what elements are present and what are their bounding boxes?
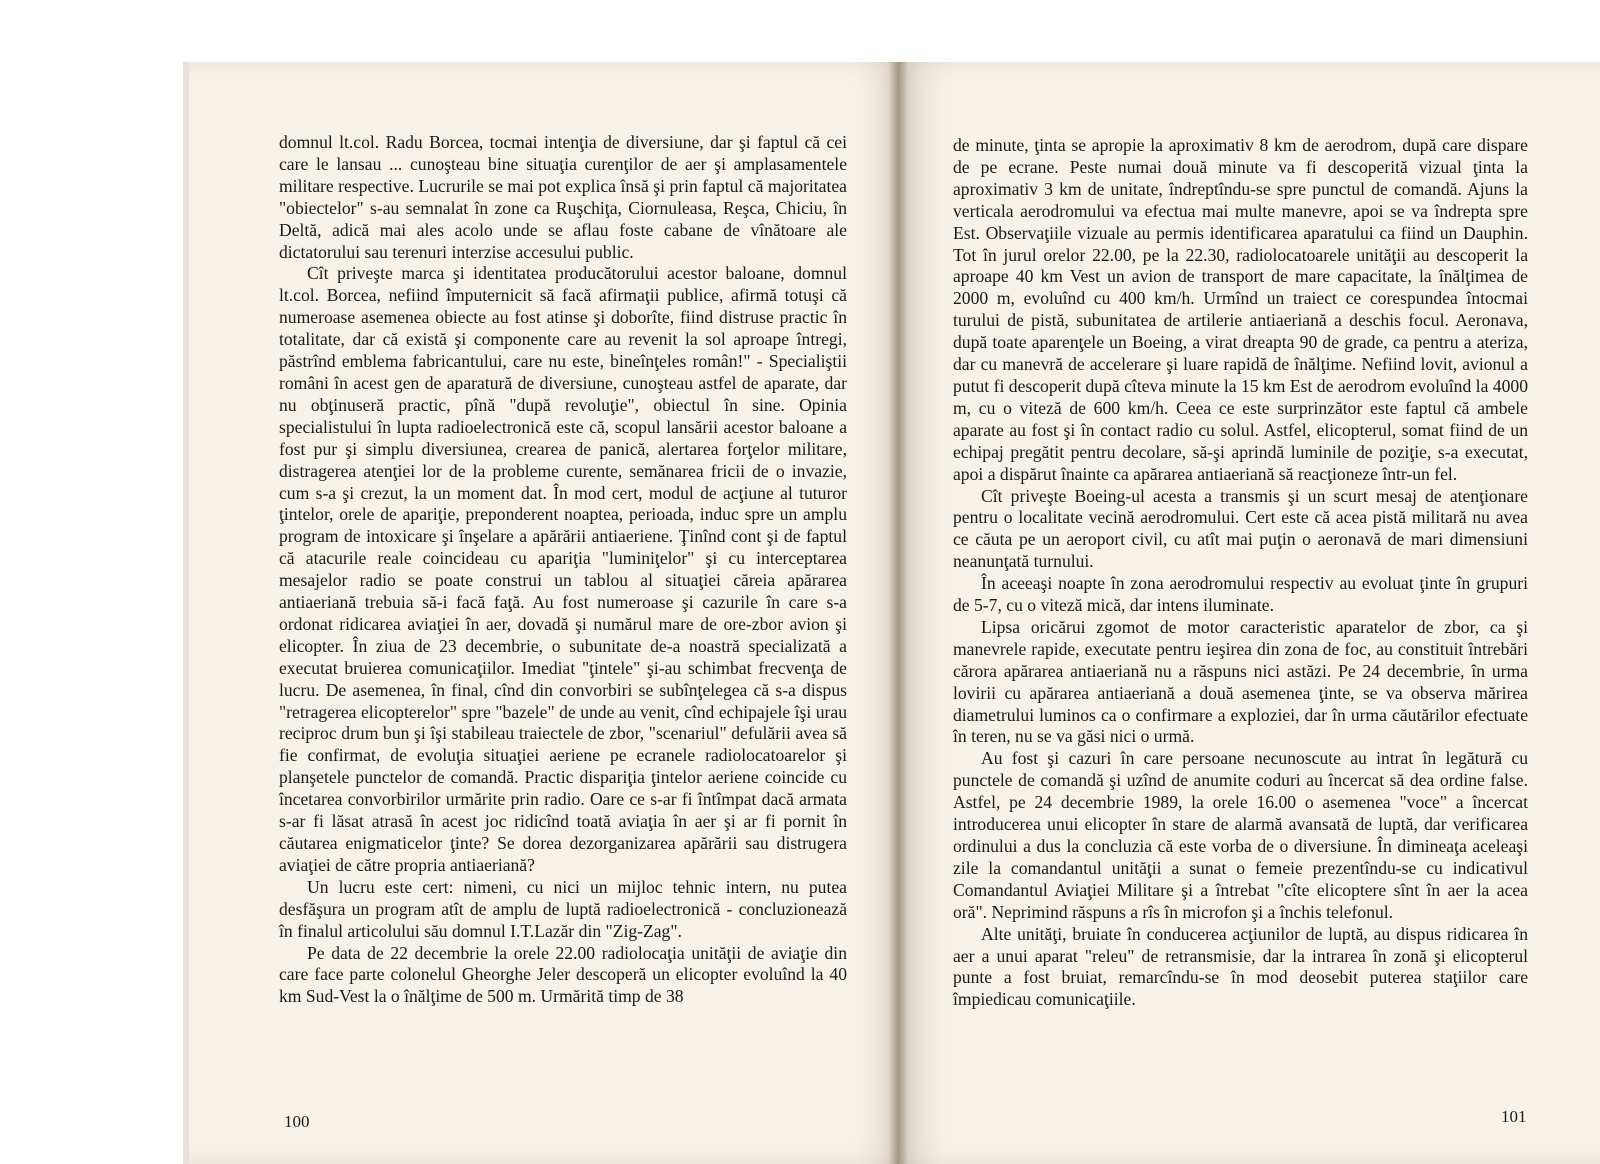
right-page-text xyxy=(953,135,1528,1011)
left-page-text xyxy=(279,132,847,1008)
paragraph: Un lucru este cert: nimeni, cu nici un mijloc tehnic intern, nu putea desfăşura un program atît de amplu de luptă radioelectronică - concluzionează în finalul articolului său domnul I.T.Lazăr din "Zig-Zag". xyxy=(279,876,847,941)
left-page xyxy=(183,62,904,1164)
book-gutter xyxy=(888,62,908,1164)
paragraph: de minute, ţinta se apropie la aproximativ 8 km de aerodrom, după care dispare de pe ecrane. Peste numai două minute va fi descoperită vizual ţinta la aproximativ 3 km de unitate, îndreptîndu-se spre punctul de comandă. Ajuns la verticala aerodromului va efectua mai multe manevre, apoi se va îndrepta spre Est. Observaţiile vizuale au permis identificarea aparatului ca fiind un Dauphin. Tot în jurul orelor 22.00, pe la 22.30, radiolocatoarele unităţii au descoperit la aproape 40 km Vest un avion de transport de mare capacitate, la înălţimea de 2000 m, evoluînd cu 400 km/h. Urmînd un traiect ce corespundea întocmai turului de pistă, subunitatea de artilerie antiaeriană a deschis focul. Aeronava, după toate aparenţele un Boeing, a virat dreapta 90 de grade, ca pentru a ateriza, dar cu manevră de accelerare şi luare rapidă de înălţime. Nefiind lovit, avionul a putut fi descoperit după cîteva minute la 15 km Est de aerodrom evoluînd la 4000 m, cu o viteză de 600 km/h. Ceea ce este surprinzător este faptul că ambele aparate au fost şi în contact radio cu solul. Astfel, elicopterul, somat fiind de un echipaj pregătit pentru decolare, să-şi aprindă luminile de poziţie, s-a executat, apoi a dispărut înainte ca apărarea antiaeriană să reacţioneze într-un fel. xyxy=(953,135,1528,484)
paragraph: domnul lt.col. Radu Borcea, tocmai intenţia de diversiune, dar şi faptul că cei care le lansau ... cunoşteau bine situaţia curenţilor de aer şi amplasamentele militare respective. Lucrurile se mai pot explica însă şi prin faptul că majoritatea "obiectelor" s-au semnalat în zone ca Ruşchiţa, Ciornuleasa, Reşca, Chiciu, în Deltă, adică mai ales acolo unde se aflau foste cabane de vînătoare ale dictatorului sau terenuri interzise accesului public. xyxy=(279,132,847,262)
paragraph: În aceeaşi noapte în zona aerodromului respectiv au evoluat ţinte în grupuri de 5-7, cu o viteză mică, dar intens iluminate. xyxy=(953,573,1528,616)
paragraph: Cît priveşte Boeing-ul acesta a transmis şi un scurt mesaj de atenţionare pentru o localitate vecină aerodromului. Cert este că acea pistă militară nu avea ce căuta pe un aeroport civil, cu atît mai puţin o aeronavă de mari dimensiuni neanunţată turnului. xyxy=(953,485,1528,572)
right-page xyxy=(898,62,1600,1164)
paragraph: Cît priveşte marca şi identitatea producătorului acestor baloane, domnul lt.col. Borcea, nefiind împuternicit să facă afirmaţii publice, afirmă totuşi că numeroase asemenea obiecte au fost atinse şi doborîte, fiind distruse practic în totalitate, dar că există şi componente care au revenit la sol aproape întregi, păstrînd emblema fabricantului, care nu este, bineînţeles român!" - Specialiştii români în acest gen de aparatură de diversiune, cunoşteau astfel de aparate, dar nu obţinuseră practic, pînă "după revoluţie", obiectul în sine. Opinia specialistului în lupta radioelectronică este că, scopul lansării acestor baloane a fost pur şi simplu diversiunea, crearea de panică, alertarea forţelor militare, distragerea atenţiei lor de la probleme curente, semănarea fricii de o invazie, cum s-a şi crezut, la un moment dat. În mod cert, modul de acţiune al tuturor ţintelor, orele de apariţie, preponderent noaptea, perioada, induc spre un amplu program de intoxicare şi înşelare a apărării antiaeriene. Ţinînd cont şi de faptul că atacurile reale coincideau cu apariţia "luminiţelor" şi cu interceptarea mesajelor radio se poate construi un tablou al situaţiei căreia apărarea antiaeriană trebuia să-i facă faţă. Au fost numeroase şi cazurile în care s-a ordonat ridicarea aviaţiei în aer, dovadă şi numărul mare de ore-zbor avion şi elicopter. În ziua de 23 decembrie, o subunitate de-a noastră specializată a executat bruierea comunicaţiilor. Imediat "ţintele" şi-au schimbat frecvenţa de lucru. De asemenea, în final, cînd din convorbiri se subînţelegea că s-a dispus "retragerea elicopterelor" spre "bazele" de unde au venit, cînd echipajele îşi urau reciproc drum bun şi îşi stabileau traiectele de zbor, "scenariul" defulării avea să fie confirmat, de evoluţia situaţiei aeriene pe ecranele radiolocatoarelor şi planşetele punctelor de comandă. Practic dispariţia ţintelor aeriene coincide cu încetarea convorbirilor urmărite prin radio. Oare ce s-ar fi întîmpat dacă armata s-ar fi lăsat atrasă în acest joc ridicînd toată aviaţia în aer şi ar fi pornit în căutarea enigmaticelor ţinte? Se dorea dezorganizarea apărării sau distrugera aviaţiei de către propria antiaeriană? xyxy=(279,263,847,875)
paragraph: Alte unităţi, bruiate în conducerea acţiunilor de luptă, au dispus ridicarea în aer a unui aparat "releu" de retransmisie, dar la intrarea în zonă şi elicopterul punte a fost bruiat, remarcîndu-se în mod deosebit puterea staţiilor care împiedicau comunicaţiile. xyxy=(953,923,1528,1010)
paragraph: Pe data de 22 decembrie la orele 22.00 radiolocaţia unităţii de aviaţie din care face parte colonelul Gheorghe Jeler descoperă un elicopter evoluînd la 40 km Sud-Vest la o înălţime de 500 m. Urmărită timp de 38 xyxy=(279,942,847,1007)
page-number-left: 100 xyxy=(284,1112,310,1131)
page-number-right: 101 xyxy=(1501,1107,1527,1126)
paragraph: Lipsa oricărui zgomot de motor caracteristic aparatelor de zbor, ca şi manevrele rapide, executate pentru ieşirea din zona de foc, au constituit întrebări cărora apărarea antiaeriană nu a răspuns nici astăzi. Pe 24 decembrie, în urma lovirii cu apărarea antiaeriană a două asemenea ţinte, se va observa mărirea diametrului luminos ca o confirmare a exploziei, dar în urma căutărilor efectuate în teren, nu se va găsi nici o urmă. xyxy=(953,616,1528,747)
paragraph: Au fost şi cazuri în care persoane necunoscute au intrat în legătură cu punctele de comandă şi uzînd de anumite coduri au încercat să dea ordine false. Astfel, pe 24 decembrie 1989, la orele 16.00 o asemenea "voce" a încercat introducerea unui elicopter în stare de alarmă avansată de luptă, dar verificarea ordinului a dus la concluzia că este vorba de o diversiune. În dimineaţa aceleaşi zile la comandantul unităţii a sunat o femeie prezentîndu-se cu indicativul Comandantul Aviaţiei Militare şi a întrebat "cîte elicoptere sînt în aer la acea oră". Neprimind răspuns a rîs în microfon şi a închis telefonul. xyxy=(953,748,1528,922)
